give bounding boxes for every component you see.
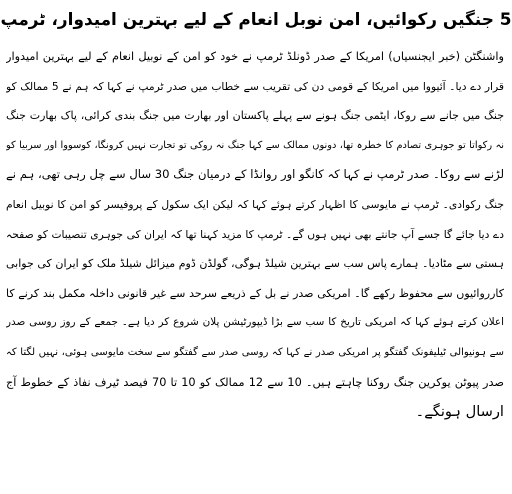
body-line: لڑنے سے روکا۔ صدر ٹرمپ نے کہا کہ کانگو اور روانڈا کے درمیان جنگ 30 سال سے چل رہی تھی، ہم نے xyxy=(6,167,504,182)
body-line: جنگ رکوادی۔ ٹرمپ نے مایوسی کا اظہار کرتے ہوئے کہا کہ لیکن ایک سکول کے پروفیسر کو امن کا نوبیل انعام xyxy=(6,197,504,211)
body-line: جنگ میں جانے سے روکا، ایٹمی جنگ ہونے سے پہلے پاکستان اور بھارت میں جنگ بندی کرائی، پاک بھارت جنگ xyxy=(6,109,504,123)
body-line-last: ارسال ہونگے۔ xyxy=(415,403,504,421)
body-line: ہستی سے مٹادیا۔ ہمارے پاس سب سے بہترین شیلڈ ہوگی، گولڈن ڈوم میزائل شیلڈ ملک کو ایران کی جوابی xyxy=(6,257,504,271)
body-line: واشنگٹن (خبر ایجنسیاں) امریکا کے صدر ڈونلڈ ٹرمپ نے خود کو امن کے نوبیل انعام کے لیے بہترین امیدوار xyxy=(6,50,504,63)
body-line: صدر پیوٹن یوکرین جنگ روکنا چاہتے ہیں۔ 10 سے 12 ممالک کو 10 تا 70 فیصد ٹیرف نفاذ کے خطوط آج xyxy=(6,375,504,389)
headline: 5 جنگیں رکوائیں، امن نوبل انعام کے لیے بہترین امیدوار، ٹرمپ xyxy=(0,9,512,29)
body-line: دے دیا جائے گا جسے آپ جانتے بھی نہیں ہوں گے۔ ٹرمپ کا مزید کہنا تھا کہ ایران کی جوہری تنصیبات کو صفحہ xyxy=(6,227,504,241)
article-body xyxy=(6,42,504,488)
body-line: قرار دے دیا۔ آئیووا میں امریکا کے قومی دن کی تقریب سے خطاب میں صدر ٹرمپ نے کہا کہ ہم نے 5 ممالک کو xyxy=(6,79,504,93)
body-line: اعلان کرتے ہوئے کہا کہ امریکی تاریخ کا سب سے بڑا ڈیپورٹیشن پلان شروع کر دیا ہے۔ جمعے کے روز روسی صدر xyxy=(6,316,504,329)
body-line: کارروائیوں سے محفوظ رکھے گا۔ امریکی صدر نے بل کے ذریعے سرحد سے غیر قانونی داخلہ مکمل بند کرنے کا xyxy=(6,286,504,300)
body-line: سے ہونیوالی ٹیلیفونک گفتگو پر امریکی صدر نے کہا کہ روسی صدر سے گفتگو سے سخت مایوسی ہوئی، نہیں لگتا کہ xyxy=(6,346,504,358)
body-line: نہ رکواتا تو جوہری تصادم کا خطرہ تھا، دونوں ممالک سے کہا جنگ نہ روکی تو تجارت نہیں کرونگا، کوسووا اور سربیا کو xyxy=(6,139,504,151)
